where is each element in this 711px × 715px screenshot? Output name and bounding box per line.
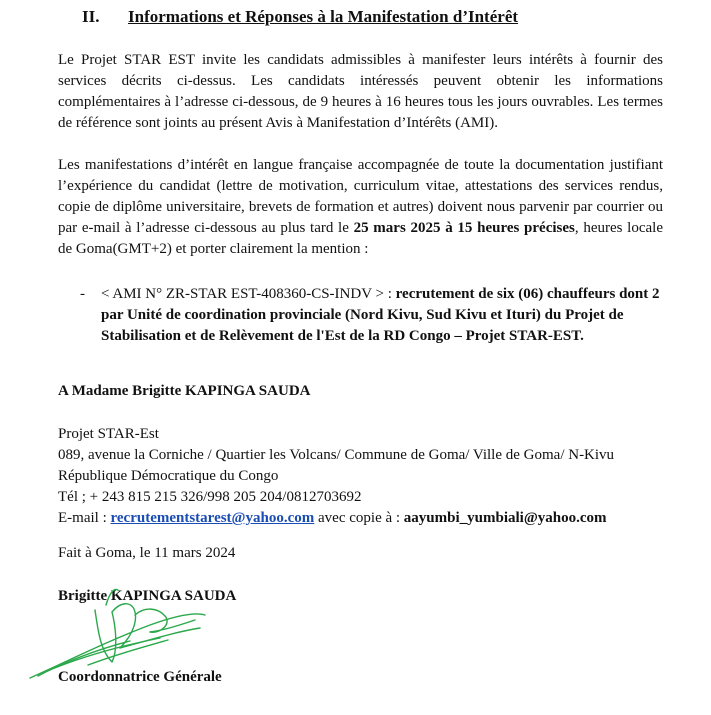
signatory-role: Coordonnatrice Générale (58, 669, 222, 685)
phone-line: Tél ; + 243 815 215 326/998 205 204/0812703692 (58, 489, 362, 505)
copy-label: avec copie à : (314, 510, 404, 526)
address-block (58, 424, 614, 529)
submission-text: Les manifestations d’intérêt en langue française accompagnée de toute la documentation justifiant l’expérience du candidat (lettre de motivation, curriculum vitae, attestations des services rendus, copie de diplôme universitaire, brevets de formation et autres) doivent nous parvenir par courrier ou par e-mail à l’adresse ci-dessous au plus tard le (58, 157, 663, 236)
deadline: 25 mars 2025 à 15 heures précises (353, 220, 575, 236)
mention-bullet (80, 284, 670, 347)
place-date: Fait à Goma, le 11 mars 2024 (58, 545, 236, 561)
paragraph-invitation: Le Projet STAR EST invite les candidats admissibles à manifester leurs intérêts à fournir des services décrits ci-dessus. Les candidats intéressés peuvent obtenir les informations complémentaires à l’adresse ci-dessous, de 9 heures à 16 heures tous les jours ouvrables. Les termes de référence sont joints au présent Avis à Manifestation d’Intérêts (AMI). (58, 52, 663, 131)
bullet-dash: - (80, 286, 85, 302)
section-title: Informations et Réponses à la Manifestation d’Intérêt (128, 7, 519, 26)
email-line (58, 508, 614, 529)
copy-email: aayumbi_yumbiali@yahoo.com (403, 510, 607, 526)
submission-text-end: , heures locale de Goma(GMT+2) et porter clairement la mention : (58, 220, 663, 257)
ami-reference: < AMI N° ZR-STAR EST-408360-CS-INDV > : (101, 286, 396, 302)
recruitment-description: recrutement de six (06) chauffeurs dont 2 par Unité de coordination provinciale (Nord Kivu, Sud Kivu et Ituri) du Projet de Stabilisation et de Relèvement de l'Est de la RD Congo – Projet STAR-EST. (101, 286, 660, 344)
email-label: E-mail : (58, 510, 111, 526)
address-line: République Démocratique du Congo (58, 468, 279, 484)
address-line: Projet STAR-Est (58, 426, 159, 442)
address-line: 089, avenue la Corniche / Quartier les Volcans/ Commune de Goma/ Ville de Goma/ N-Kivu (58, 447, 615, 463)
addressee: A Madame Brigitte KAPINGA SAUDA (58, 383, 311, 399)
section-number: II. (82, 7, 100, 26)
paragraph-submission (58, 155, 663, 260)
section-heading (82, 7, 518, 27)
email-link[interactable]: recrutementstarest@yahoo.com (110, 510, 315, 526)
signatory-name: Brigitte KAPINGA SAUDA (58, 588, 237, 604)
